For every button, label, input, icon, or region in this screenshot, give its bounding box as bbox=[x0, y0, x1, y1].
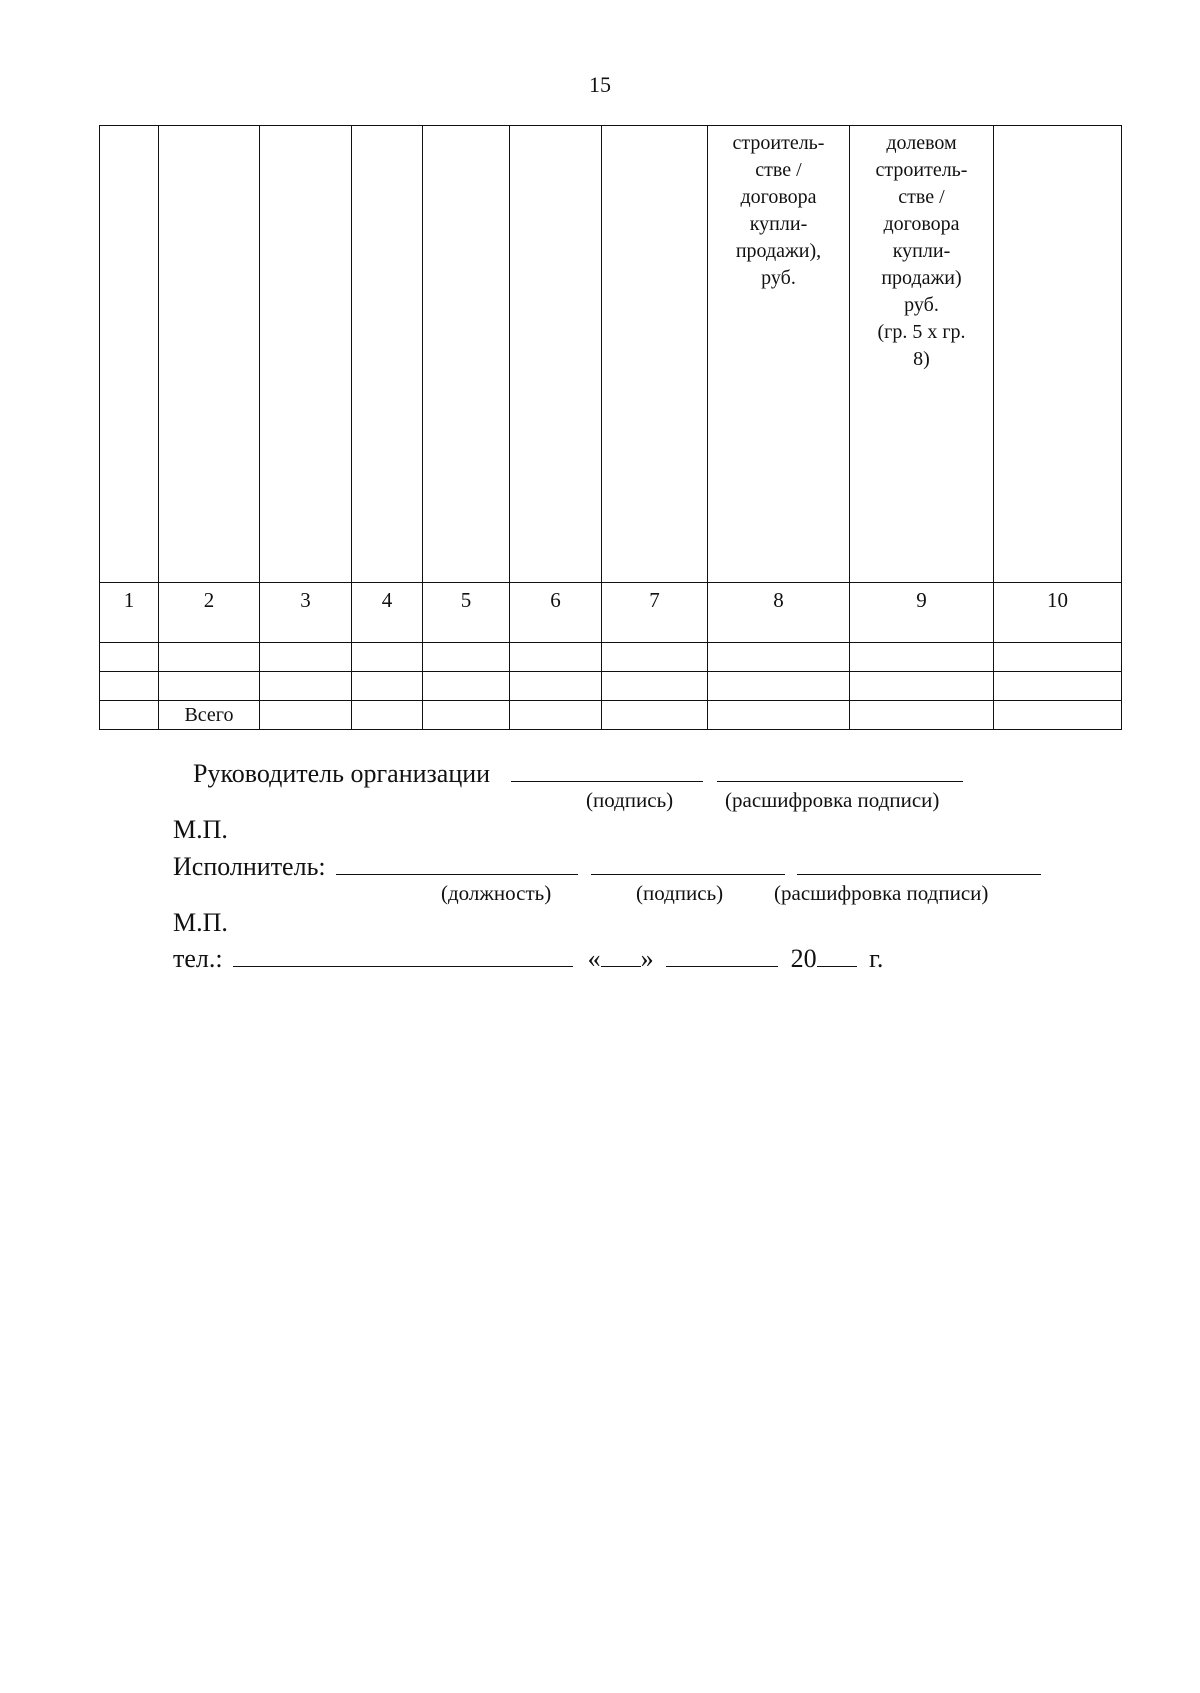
phone-label: тел.: bbox=[173, 944, 223, 973]
table-cell bbox=[708, 643, 850, 672]
executor-signature-line[interactable] bbox=[591, 848, 785, 875]
quote-open: « bbox=[587, 944, 601, 973]
month-line[interactable] bbox=[666, 940, 778, 967]
table-cell bbox=[994, 643, 1122, 672]
table-cell bbox=[159, 643, 260, 672]
stamp-2: М.П. bbox=[173, 908, 228, 937]
table-cell bbox=[352, 701, 423, 730]
table-cell bbox=[510, 701, 602, 730]
header-cell-4 bbox=[352, 126, 423, 583]
table-cell bbox=[100, 701, 159, 730]
column-number: 5 bbox=[423, 583, 510, 643]
header-cell-9: долевом строитель- стве / договора купли- продажи) руб. (гр. 5 х гр. 8) bbox=[850, 126, 994, 583]
table-cell bbox=[708, 701, 850, 730]
head-caption-signature: (подпись) bbox=[586, 788, 674, 812]
column-number: 8 bbox=[708, 583, 850, 643]
executor-position-line[interactable] bbox=[336, 848, 578, 875]
year-line[interactable] bbox=[817, 940, 857, 967]
table-cell bbox=[602, 643, 708, 672]
total-row bbox=[100, 701, 1122, 730]
header-cell-1 bbox=[100, 126, 159, 583]
year-prefix: 20 bbox=[790, 944, 817, 973]
column-number: 9 bbox=[850, 583, 994, 643]
head-signature-row bbox=[193, 755, 963, 789]
day-line[interactable] bbox=[601, 940, 641, 967]
table-cell bbox=[850, 701, 994, 730]
table-cell bbox=[708, 672, 850, 701]
quote-close: » bbox=[640, 944, 654, 973]
table-cell bbox=[100, 672, 159, 701]
table-cell bbox=[423, 701, 510, 730]
table-cell bbox=[159, 672, 260, 701]
column-number: 10 bbox=[994, 583, 1122, 643]
table-cell bbox=[510, 643, 602, 672]
table-cell bbox=[994, 672, 1122, 701]
table-cell bbox=[352, 643, 423, 672]
table-cell bbox=[510, 672, 602, 701]
table-cell bbox=[352, 672, 423, 701]
header-cell-7 bbox=[602, 126, 708, 583]
year-suffix: г. bbox=[869, 944, 884, 973]
header-cell-8: строитель- стве / договора купли- продажи), руб. bbox=[708, 126, 850, 583]
table-cell bbox=[602, 672, 708, 701]
head-caption-decoding: (расшифровка подписи) bbox=[725, 788, 940, 812]
head-decoding-line[interactable] bbox=[717, 755, 963, 782]
table-cell bbox=[260, 643, 352, 672]
head-label: Руководитель организации bbox=[193, 759, 491, 788]
column-number-row bbox=[100, 583, 1122, 643]
header-cell-6 bbox=[510, 126, 602, 583]
executor-row bbox=[173, 848, 1041, 882]
table-cell bbox=[850, 643, 994, 672]
table-row bbox=[100, 672, 1122, 701]
head-signature-line[interactable] bbox=[511, 755, 703, 782]
header-cell-3 bbox=[260, 126, 352, 583]
header-cell-5 bbox=[423, 126, 510, 583]
page-number: 15 bbox=[589, 72, 611, 97]
executor-label: Исполнитель: bbox=[173, 852, 326, 881]
table-cell bbox=[423, 672, 510, 701]
column-number: 7 bbox=[602, 583, 708, 643]
executor-decoding-line[interactable] bbox=[797, 848, 1041, 875]
phone-line[interactable] bbox=[233, 940, 573, 967]
column-number: 2 bbox=[159, 583, 260, 643]
total-label: Всего bbox=[159, 701, 260, 730]
table-row bbox=[100, 643, 1122, 672]
column-number: 1 bbox=[100, 583, 159, 643]
column-number: 3 bbox=[260, 583, 352, 643]
stamp-1: М.П. bbox=[173, 815, 228, 844]
table-header-row bbox=[100, 126, 1122, 583]
header-cell-2 bbox=[159, 126, 260, 583]
phone-date-row bbox=[173, 940, 883, 974]
executor-caption-decoding: (расшифровка подписи) bbox=[774, 881, 989, 905]
column-number: 6 bbox=[510, 583, 602, 643]
table-cell bbox=[100, 643, 159, 672]
table-cell bbox=[423, 643, 510, 672]
executor-caption-signature: (подпись) bbox=[636, 881, 724, 905]
column-number: 4 bbox=[352, 583, 423, 643]
header-cell-10 bbox=[994, 126, 1122, 583]
report-table bbox=[99, 125, 1122, 730]
table-cell bbox=[602, 701, 708, 730]
executor-caption-position: (должность) bbox=[441, 881, 552, 905]
table-cell bbox=[994, 701, 1122, 730]
table-cell bbox=[260, 701, 352, 730]
table-cell bbox=[850, 672, 994, 701]
table-cell bbox=[260, 672, 352, 701]
